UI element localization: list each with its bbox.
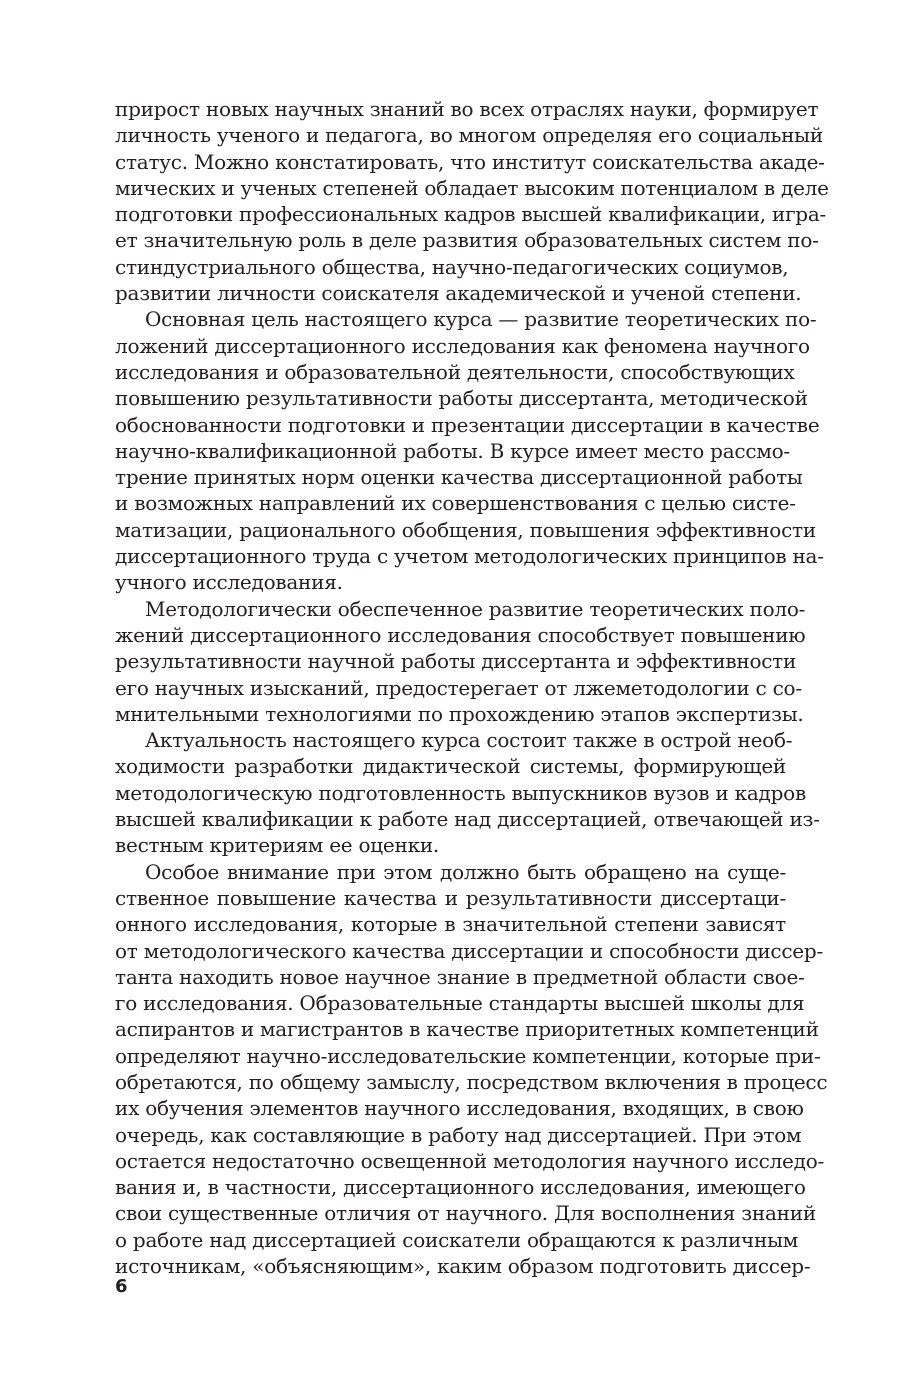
text-line: источникам, «объясняющим», каким образом подготовить диссер-: [115, 1254, 811, 1279]
text-line: свои существенные отличия от научного. Для восполнения знаний: [115, 1201, 816, 1226]
text-line: диссертационного труда с учетом методологических принципов на-: [115, 544, 824, 569]
text-line: высшей квалификации к работе над диссертацией, отвечающей из-: [115, 807, 820, 832]
text-line: прирост новых научных знаний во всех отраслях науки, формирует: [115, 97, 819, 121]
paragraph: [115, 96, 829, 306]
text-line: онного исследования, которые в значительной степени зависят: [115, 912, 786, 937]
text-line: Методологически обеспеченное развитие теоретических поло-: [145, 596, 806, 621]
text-line: от методологического качества диссертации и способности диссер-: [115, 938, 823, 963]
text-line: трение принятых норм оценки качества диссертационной работы: [115, 465, 803, 490]
text-line: о работе над диссертацией соискатели обращаются к различным: [115, 1227, 799, 1252]
text-line: определяют научно-исследовательские компетенции, которые при-: [115, 1043, 821, 1068]
text-line: Актуальность настоящего курса состоит также в острой необ-: [145, 728, 793, 753]
text-line: остается недостаточно освещенной методология научного исследо-: [115, 1148, 824, 1173]
text-line: стиндустриального общества, научно-педагогических социумов,: [115, 254, 789, 279]
text-line: повышению результативности работы диссертанта, методической: [115, 386, 808, 411]
text-line: их обучения элементов научного исследования, входящих, в свою: [115, 1096, 804, 1121]
text-line: ложений диссертационного исследования как феномена научного: [115, 333, 810, 358]
text-line: мических и ученых степеней обладает высоким потенциалом в деле: [115, 175, 829, 200]
text-line: очередь, как составляющие в работу над диссертацией. При этом: [115, 1122, 802, 1147]
text-line: вестным критериям ее оценки.: [115, 833, 440, 858]
text-line: Особое внимание при этом должно быть обращено на суще-: [145, 859, 786, 884]
text-line: Основная цель настоящего курса — развитие теоретических по-: [145, 307, 817, 332]
text-line: исследования и образовательной деятельности, способствующих: [115, 359, 795, 384]
text-line: методологическую подготовленность выпускников вузов и кадров: [115, 780, 806, 805]
text-line: результативности научной работы диссертанта и эффективности: [115, 649, 797, 674]
text-line: подготовки профессиональных кадров высшей квалификации, игра-: [115, 202, 827, 227]
text-line: танта находить новое научное знание в предметной области свое-: [115, 964, 805, 989]
text-line: матизации, рационального обобщения, повышения эффективности: [115, 517, 816, 542]
paragraph: [115, 306, 824, 595]
text-line: учного исследования.: [115, 570, 343, 595]
text-line: обоснованности подготовки и презентации диссертации в качестве: [115, 412, 820, 437]
text-line: ственное повышение качества и результативности диссертаци-: [115, 885, 786, 910]
text-line: статус. Можно констатировать, что институт соискательства акаде-: [115, 149, 825, 174]
text-line: го исследования. Образовательные стандарты высшей школы для: [115, 991, 805, 1016]
text-line: его научных изысканий, предостерегает от лжеметодологии с со-: [115, 675, 802, 700]
page-body: [115, 96, 829, 1279]
text-line: аспирантов и магистрантов в качестве приоритетных компетенций: [115, 1017, 819, 1042]
text-line: развитии личности соискателя академической и ученой степени.: [115, 281, 802, 306]
page-number: 6: [115, 1276, 128, 1297]
text-line: вания и, в частности, диссертационного исследования, имеющего: [115, 1175, 806, 1200]
text-line: и возможных направлений их совершенствования с целью систе-: [115, 491, 796, 516]
text-line: ет значительную роль в деле развития образовательных систем по-: [115, 228, 819, 253]
text-line: научно-квалификационной работы. В курсе имеет место рассмо-: [115, 438, 790, 463]
paragraph: [115, 596, 806, 727]
paragraph: [115, 859, 828, 1280]
paragraph: [115, 727, 820, 858]
text-line: личность ученого и педагога, во многом определяя его социальный: [115, 123, 823, 148]
text-line: жений диссертационного исследования способствует повышению: [115, 622, 806, 647]
text-line: обретаются, по общему замыслу, посредством включения в процесс: [115, 1069, 828, 1094]
text-line: мнительными технологиями по прохождению этапов экспертизы.: [115, 701, 804, 726]
text-line: ходимости разработки дидактической системы, формирующей: [115, 754, 786, 779]
